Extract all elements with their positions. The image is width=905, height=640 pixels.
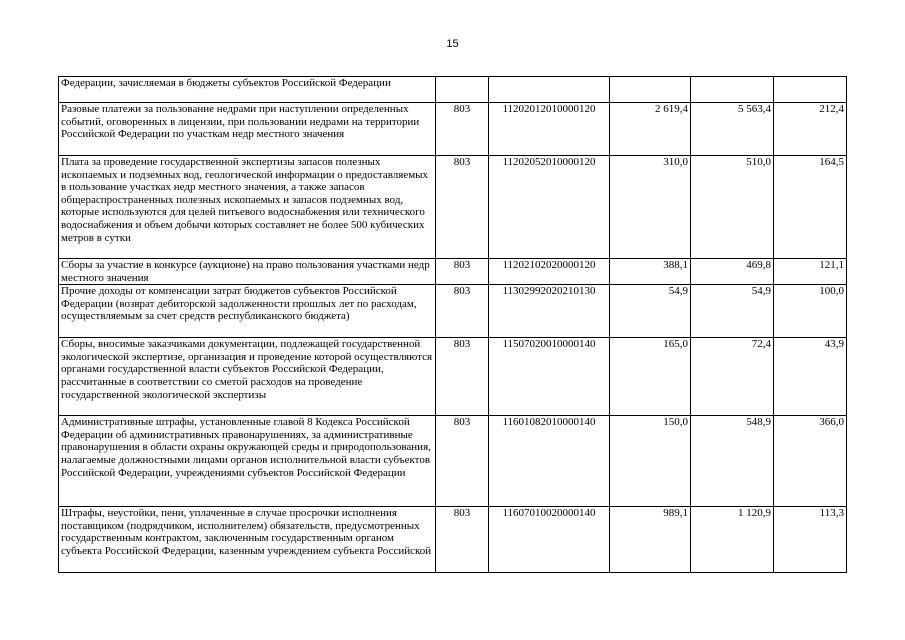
admin-code-cell — [436, 77, 489, 103]
revenue-name-cell: Сборы за участие в конкурсе (аукционе) на право пользования участками недр местного значения — [59, 259, 436, 285]
budget-code-cell: 11202012010000120 — [489, 103, 610, 156]
value-2-cell — [691, 77, 774, 103]
revenue-name-cell: Штрафы, неустойки, пени, уплаченные в случае просрочки исполнения поставщиком (подрядчиком, исполнителем) обязательств, предусмотренных государственным контрактом, заключенным государственным органом субъекта Российской Федерации, казенным учреждением субъекта Российской — [59, 507, 436, 573]
table-row — [59, 338, 847, 416]
value-3-cell: 366,0 — [774, 416, 847, 507]
table-row — [59, 259, 847, 285]
value-2-cell: 510,0 — [691, 156, 774, 259]
budget-code-cell: 11601082010000140 — [489, 416, 610, 507]
table-row — [59, 416, 847, 507]
table-row — [59, 507, 847, 573]
admin-code-cell: 803 — [436, 259, 489, 285]
revenue-name-cell: Прочие доходы от компенсации затрат бюджетов субъектов Российской Федерации (возврат дебиторской задолженности прошлых лет по расходам, осуществляемым за счет средств республиканского бюджета) — [59, 285, 436, 338]
value-1-cell: 2 619,4 — [610, 103, 691, 156]
value-1-cell: 165,0 — [610, 338, 691, 416]
revenue-name-cell: Федерации, зачисляемая в бюджеты субъектов Российской Федерации — [59, 77, 436, 103]
value-1-cell: 150,0 — [610, 416, 691, 507]
table-row — [59, 103, 847, 156]
admin-code-cell: 803 — [436, 507, 489, 573]
budget-code-cell: 11302992020210130 — [489, 285, 610, 338]
value-2-cell: 1 120,9 — [691, 507, 774, 573]
value-1-cell: 310,0 — [610, 156, 691, 259]
admin-code-cell: 803 — [436, 156, 489, 259]
value-2-cell: 5 563,4 — [691, 103, 774, 156]
admin-code-cell: 803 — [436, 338, 489, 416]
page-number: 15 — [446, 38, 459, 50]
value-3-cell: 113,3 — [774, 507, 847, 573]
revenue-name-cell: Плата за проведение государственной экспертизы запасов полезных ископаемых и подземных вод, геологической информации о предоставляемых в пользование участках недр местного значения, а также запасов общераспространенных полезных ископаемых и запасов подземных вод, которые используются для целей питьевого водоснабжения или технического водоснабжения и объем добычи которых составляет не более 500 кубических метров в сутки — [59, 156, 436, 259]
value-3-cell — [774, 77, 847, 103]
value-2-cell: 54,9 — [691, 285, 774, 338]
budget-code-cell: 11202102020000120 — [489, 259, 610, 285]
budget-code-cell: 11202052010000120 — [489, 156, 610, 259]
admin-code-cell: 803 — [436, 285, 489, 338]
value-2-cell: 72,4 — [691, 338, 774, 416]
revenue-name-cell: Сборы, вносимые заказчиками документации, подлежащей государственной экологической экспертизе, организация и проведение которой осуществляются органами государственной власти субъектов Российской Федерации, рассчитанные в соответствии со сметой расходов на проведение государственной экологической экспертизы — [59, 338, 436, 416]
admin-code-cell: 803 — [436, 416, 489, 507]
value-3-cell: 164,5 — [774, 156, 847, 259]
revenue-name-cell: Административные штрафы, установленные главой 8 Кодекса Российской Федерации об административных правонарушениях, за административные правонарушения в области охраны окружающей среды и природопользования, налагаемые должностными лицами органов исполнительной власти субъектов Российской Федерации, учреждениями субъектов Российской Федерации — [59, 416, 436, 507]
revenue-name-cell: Разовые платежи за пользование недрами при наступлении определенных событий, оговоренных в лицензии, при пользовании недрами на территории Российской Федерации по участкам недр местного значения — [59, 103, 436, 156]
budget-code-cell: 11607010020000140 — [489, 507, 610, 573]
value-3-cell: 100,0 — [774, 285, 847, 338]
table-row — [59, 77, 847, 103]
value-1-cell: 989,1 — [610, 507, 691, 573]
table-row — [59, 285, 847, 338]
value-1-cell — [610, 77, 691, 103]
value-3-cell: 43,9 — [774, 338, 847, 416]
budget-code-cell — [489, 77, 610, 103]
value-1-cell: 388,1 — [610, 259, 691, 285]
table-row — [59, 156, 847, 259]
value-2-cell: 548,9 — [691, 416, 774, 507]
budget-revenue-table — [58, 76, 847, 573]
value-2-cell: 469,8 — [691, 259, 774, 285]
admin-code-cell: 803 — [436, 103, 489, 156]
value-3-cell: 212,4 — [774, 103, 847, 156]
budget-code-cell: 11507020010000140 — [489, 338, 610, 416]
value-3-cell: 121,1 — [774, 259, 847, 285]
value-1-cell: 54,9 — [610, 285, 691, 338]
